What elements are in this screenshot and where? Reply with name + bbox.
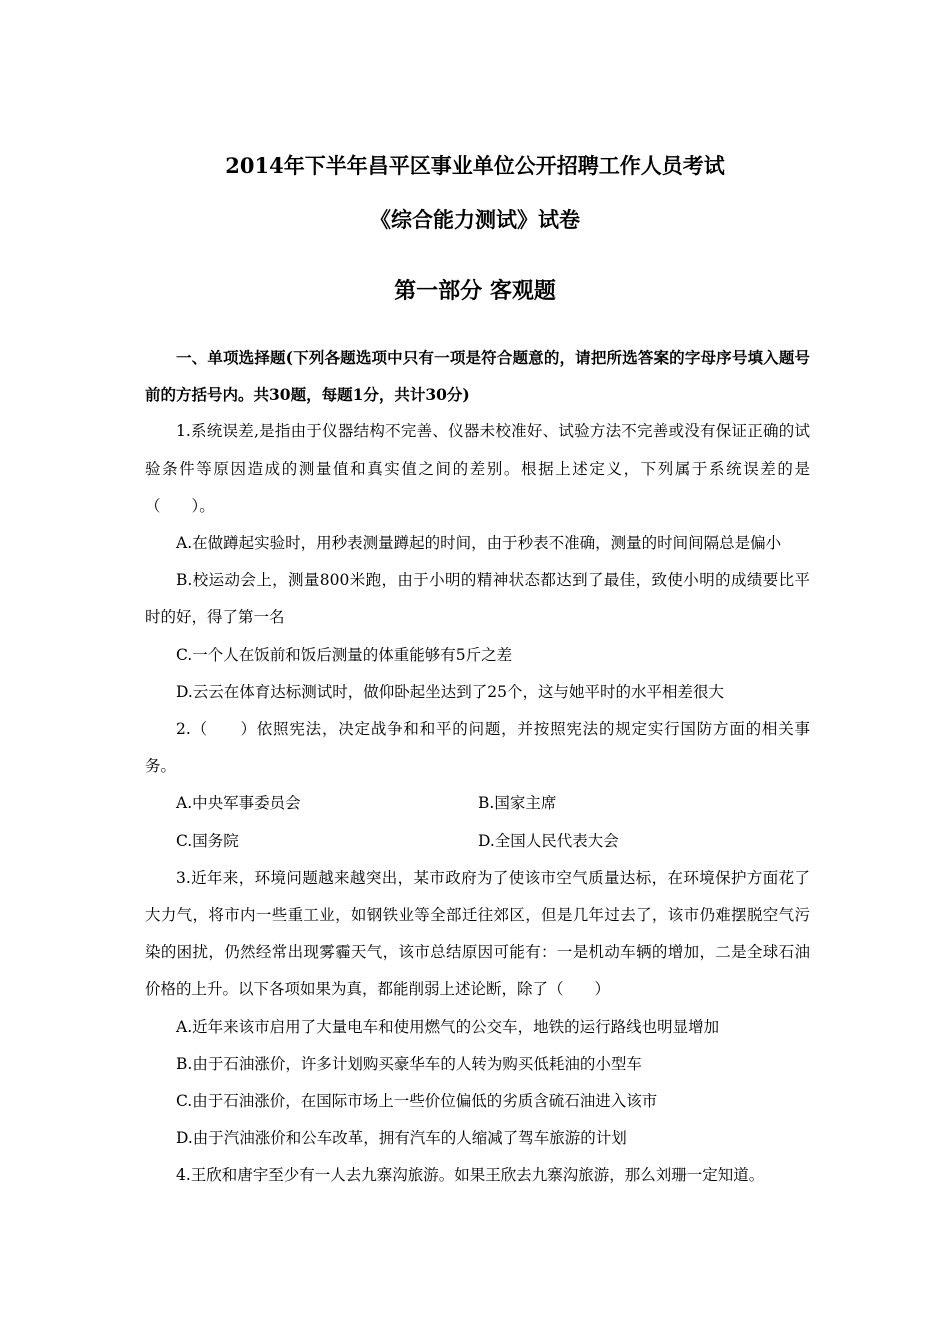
question-3-option-d: D.由于汽油涨价和公车改革，拥有汽车的人缩减了驾车旅游的计划 xyxy=(176,1129,627,1148)
question-2-stem: 2.（ ）依照宪法，决定战争和和平的问题，并按照宪法的规定实行国防方面的相关事务。 xyxy=(145,720,810,776)
question-1-stem: 1.系统误差,是指由于仪器结构不完善、仪器未校准好、试验方法不完善或没有保证正确的试验条件等原因造成的测量值和真实值之间的差别。根据上述定义，下列属于系统误差的是（ ）。 xyxy=(145,422,810,515)
question-2-option-b: B.国家主席 xyxy=(478,794,557,813)
question-3-option-b: B.由于石油涨价，许多计划购买豪华车的人转为购买低耗油的小型车 xyxy=(176,1054,642,1073)
part-title: 第一部分 客观题 xyxy=(394,278,556,304)
question-2-options-row-1 xyxy=(145,785,810,822)
exam-body xyxy=(145,339,810,1195)
question-1-option-a: A.在做蹲起实验时，用秒表测量蹲起的时间，由于秒表不准确，测量的时间间隔总是偏小 xyxy=(176,534,782,553)
question-1-option-d: D.云云在体育达标测试时，做仰卧起坐达到了25个，这与她平时的水平相差很大 xyxy=(176,682,725,701)
question-1-option-c: C.一个人在饭前和饭后测量的体重能够有5斤之差 xyxy=(176,645,513,664)
question-2-option-d: D.全国人民代表大会 xyxy=(478,831,619,850)
question-2-option-a: A.中央军事委员会 xyxy=(176,794,301,813)
question-4-stem: 4.王欣和唐宇至少有一人去九寨沟旅游。如果王欣去九寨沟旅游，那么刘珊一定知道。 xyxy=(176,1166,765,1185)
question-3-option-a: A.近年来该市启用了大量电车和使用燃气的公交车，地铁的运行路线也明显增加 xyxy=(176,1017,720,1036)
section-heading: 一、单项选择题(下列各题选项中只有一项是符合题意的，请把所选答案的字母序号填入题号前的方括号内。共30题，每题1分，共计30分) xyxy=(145,348,810,405)
exam-subtitle: 《综合能力测试》试卷 xyxy=(370,207,580,232)
question-3-stem: 3.近年来，环境问题越来越突出，某市政府为了使该市空气质量达标，在环境保护方面花了大力气，将市内一些重工业，如钢铁业等全部迁往郊区，但是几年过去了，该市仍难摆脱空气污染的困扰，仍然经常出现雾霾天气，该市总结原因可能有：一是机动车辆的增加，二是全球石油价格的上升。以下各项如果为真，都能削弱上述论断，除了（ ） xyxy=(145,868,810,999)
question-1-option-b: B.校运动会上，测量800米跑，由于小明的精神状态都达到了最佳，致使小明的成绩要比平时的好，得了第一名 xyxy=(145,571,810,627)
question-2-option-c: C.国务院 xyxy=(176,831,239,850)
question-2-options-row-2 xyxy=(145,823,810,860)
question-3-option-c: C.由于石油涨价，在国际市场上一些价位偏低的劣质含硫石油进入该市 xyxy=(176,1092,658,1111)
exam-title: 2014年下半年昌平区事业单位公开招聘工作人员考试 xyxy=(225,153,725,178)
